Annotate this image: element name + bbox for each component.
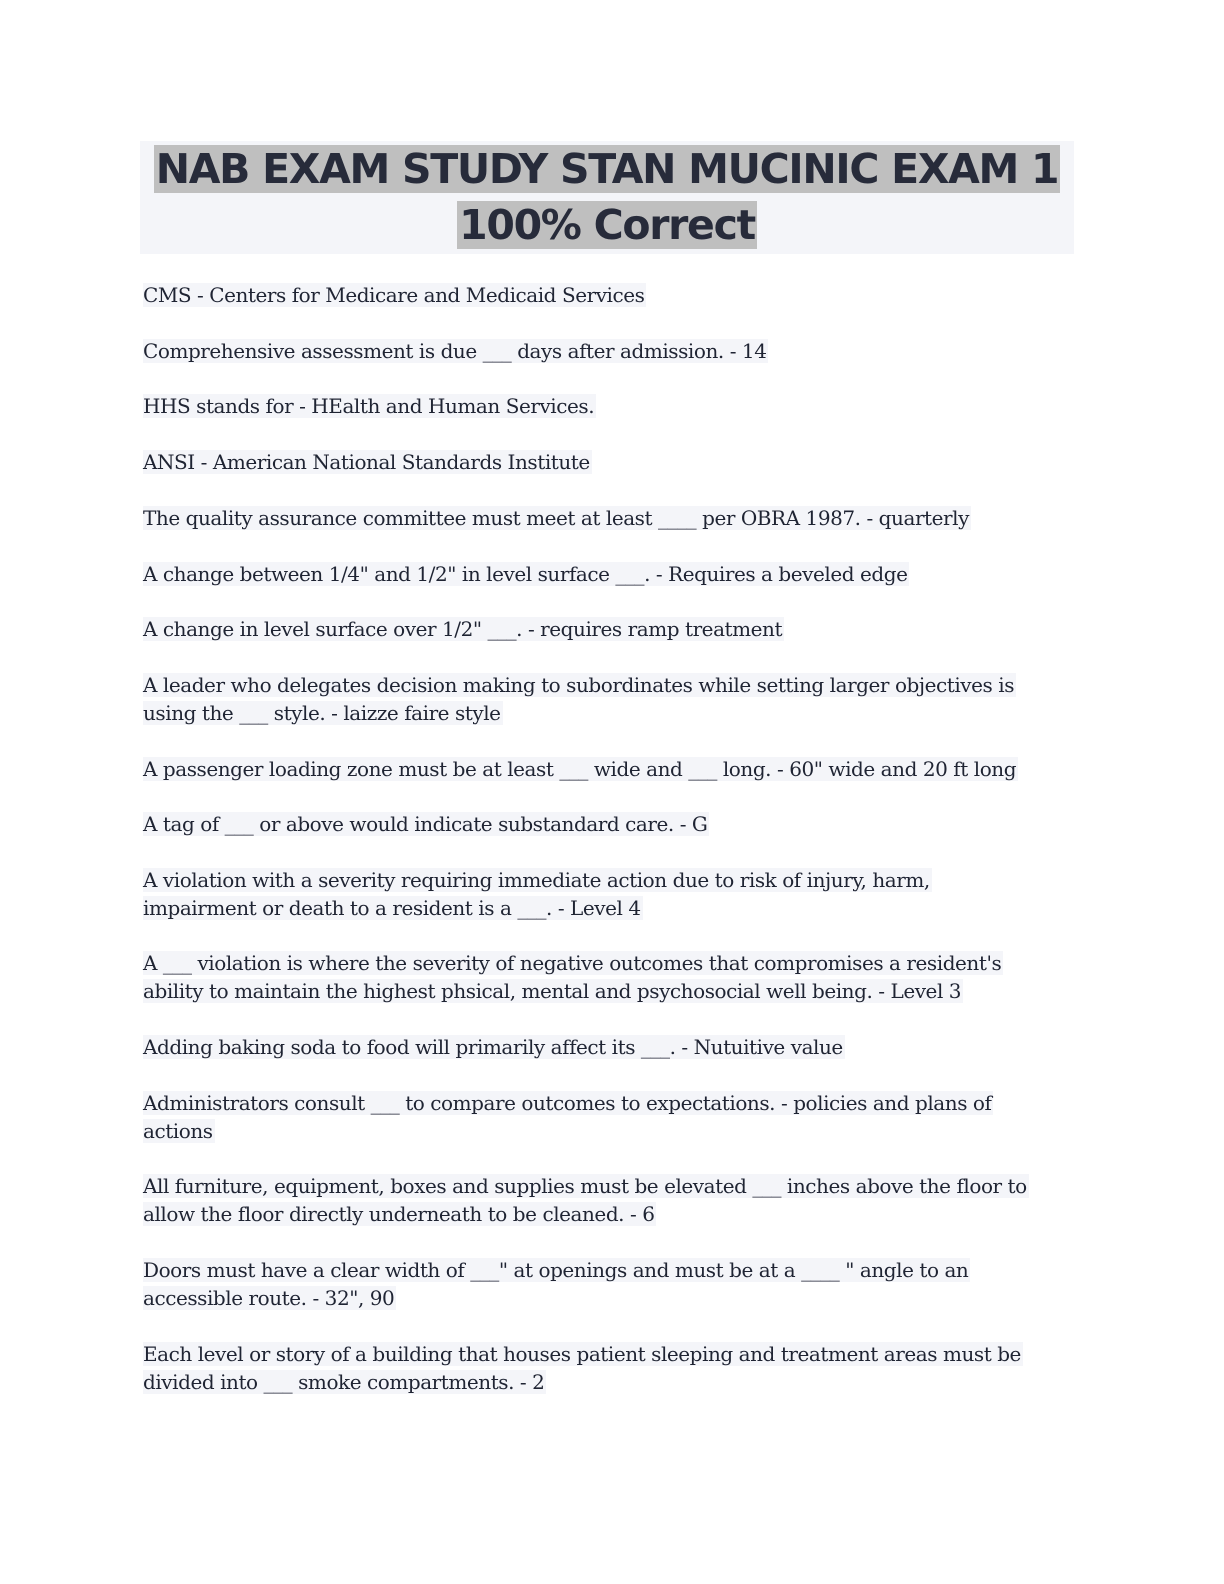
- qa-line-text: The quality assurance committee must meet at least ____ per OBRA 1987. - quarterly: [143, 506, 969, 530]
- qa-line-text: A leader who delegates decision making to subordinates while setting larger objectives is: [143, 673, 1015, 697]
- qa-line: [143, 671, 1063, 699]
- qa-item: [143, 866, 1063, 922]
- qa-item: [143, 504, 1063, 532]
- qa-line-text: Adding baking soda to food will primarily affect its ___. - Nutuitive value: [143, 1035, 843, 1059]
- qa-line: [143, 281, 1063, 309]
- qa-line-text: Each level or story of a building that houses patient sleeping and treatment areas must be: [143, 1342, 1021, 1366]
- qa-item: [143, 337, 1063, 365]
- qa-line-text: HHS stands for - HEalth and Human Services.: [143, 394, 595, 418]
- qa-line: [143, 392, 1063, 420]
- qa-line-text: allow the floor directly underneath to be cleaned. - 6: [143, 1202, 655, 1226]
- qa-line-text: Comprehensive assessment is due ___ days after admission. - 14: [143, 339, 767, 363]
- qa-item: [143, 392, 1063, 420]
- qa-line: [143, 337, 1063, 365]
- qa-line-text: ability to maintain the highest phsical, mental and psychosocial well being. - Level 3: [143, 979, 962, 1003]
- qa-line: [143, 560, 1063, 588]
- qa-line-text: ANSI - American National Standards Institute: [143, 450, 590, 474]
- qa-line-text: A change between 1/4" and 1/2" in level surface ___. - Requires a beveled edge: [143, 562, 908, 586]
- qa-line: [143, 699, 1063, 727]
- qa-line: [143, 504, 1063, 532]
- qa-item: [143, 281, 1063, 309]
- qa-line: [143, 894, 1063, 922]
- qa-item: [143, 1033, 1063, 1061]
- qa-item: [143, 755, 1063, 783]
- qa-item: [143, 949, 1063, 1005]
- qa-line: [143, 866, 1063, 894]
- qa-item: [143, 615, 1063, 643]
- qa-line: [143, 615, 1063, 643]
- qa-line: [143, 1172, 1063, 1200]
- qa-line-text: A violation with a severity requiring immediate action due to risk of injury, harm,: [143, 868, 930, 892]
- title-line-2-text: 100% Correct: [459, 201, 755, 249]
- qa-line: [143, 810, 1063, 838]
- qa-line-text: A passenger loading zone must be at least ___ wide and ___ long. - 60" wide and 20 ft long: [143, 757, 1017, 781]
- qa-line-text: All furniture, equipment, boxes and supplies must be elevated ___ inches above the floor to: [143, 1174, 1027, 1198]
- title-line-2: [140, 197, 1074, 253]
- qa-line-text: impairment or death to a resident is a ___. - Level 4: [143, 896, 641, 920]
- qa-line: [143, 949, 1063, 977]
- qa-line-text: using the ___ style. - laizze faire style: [143, 701, 501, 725]
- qa-line-text: divided into ___ smoke compartments. - 2: [143, 1370, 545, 1394]
- qa-line: [143, 1256, 1063, 1284]
- qa-line-text: accessible route. - 32", 90: [143, 1286, 395, 1310]
- qa-item: [143, 671, 1063, 727]
- title-line-1-text: NAB EXAM STUDY STAN MUCINIC EXAM 1: [155, 145, 1059, 193]
- qa-line: [143, 1284, 1063, 1312]
- title-line-1: [140, 141, 1074, 197]
- qa-item: [143, 560, 1063, 588]
- qa-line: [143, 755, 1063, 783]
- qa-line-text: actions: [143, 1119, 213, 1143]
- qa-line: [143, 1340, 1063, 1368]
- qa-line: [143, 977, 1063, 1005]
- qa-line: [143, 1089, 1063, 1117]
- qa-item: [143, 1340, 1063, 1396]
- qa-line: [143, 1033, 1063, 1061]
- qa-item: [143, 1256, 1063, 1312]
- qa-item: [143, 810, 1063, 838]
- qa-line-text: Administrators consult ___ to compare outcomes to expectations. - policies and plans of: [143, 1091, 992, 1115]
- qa-item: [143, 1172, 1063, 1228]
- qa-line: [143, 1200, 1063, 1228]
- qa-item: [143, 1089, 1063, 1145]
- qa-line-text: A tag of ___ or above would indicate substandard care. - G: [143, 812, 708, 836]
- qa-line-text: A ___ violation is where the severity of negative outcomes that compromises a resident's: [143, 951, 1002, 975]
- qa-line: [143, 1368, 1063, 1396]
- qa-line-text: A change in level surface over 1/2" ___. - requires ramp treatment: [143, 617, 783, 641]
- document-title: [140, 141, 1074, 254]
- qa-item: [143, 448, 1063, 476]
- qa-line: [143, 448, 1063, 476]
- qa-line-text: Doors must have a clear width of ___" at openings and must be at a ____ " angle to an: [143, 1258, 969, 1282]
- qa-line-text: CMS - Centers for Medicare and Medicaid Services: [143, 283, 645, 307]
- qa-line: [143, 1117, 1063, 1145]
